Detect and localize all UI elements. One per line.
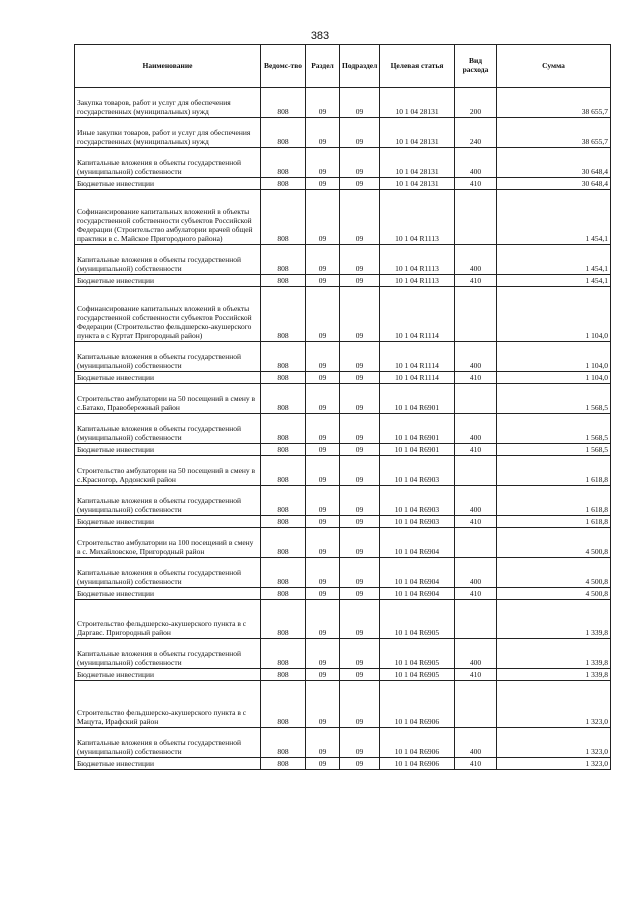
cell-section: 09 <box>306 190 340 245</box>
page-number: 383 <box>310 30 330 42</box>
cell-subsection: 09 <box>340 287 380 342</box>
table-row <box>75 728 611 758</box>
cell-subsection: 09 <box>340 118 380 148</box>
cell-expense-type: 410 <box>455 516 497 528</box>
table-row <box>75 372 611 384</box>
cell-amount: 30 648,4 <box>497 178 611 190</box>
table-row <box>75 287 611 342</box>
table-row <box>75 681 611 728</box>
cell-name: Капитальные вложения в объекты государственной (муниципальной) собственности <box>75 728 261 758</box>
cell-expense-type: 410 <box>455 275 497 287</box>
cell-ministry: 808 <box>261 600 306 639</box>
cell-section: 09 <box>306 178 340 190</box>
cell-ministry: 808 <box>261 516 306 528</box>
table-row <box>75 516 611 528</box>
cell-ministry: 808 <box>261 456 306 486</box>
table-row <box>75 588 611 600</box>
cell-target: 10 1 04 R1114 <box>380 372 455 384</box>
cell-amount: 1 618,8 <box>497 456 611 486</box>
table-row <box>75 639 611 669</box>
cell-subsection: 09 <box>340 516 380 528</box>
cell-expense-type <box>455 287 497 342</box>
cell-amount: 1 104,0 <box>497 287 611 342</box>
cell-section: 09 <box>306 456 340 486</box>
cell-name: Бюджетные инвестиции <box>75 669 261 681</box>
cell-amount: 1 339,8 <box>497 600 611 639</box>
cell-name: Капитальные вложения в объекты государственной (муниципальной) собственности <box>75 148 261 178</box>
cell-section: 09 <box>306 516 340 528</box>
cell-target: 10 1 04 R1113 <box>380 275 455 287</box>
cell-subsection: 09 <box>340 414 380 444</box>
cell-name: Строительство амбулатории на 50 посещений в смену в с.Красногор, Ардонский район <box>75 456 261 486</box>
cell-subsection: 09 <box>340 342 380 372</box>
header-name: Наименование <box>75 45 261 88</box>
cell-ministry: 808 <box>261 528 306 558</box>
cell-expense-type <box>455 600 497 639</box>
cell-expense-type <box>455 190 497 245</box>
cell-expense-type: 400 <box>455 342 497 372</box>
header-section: Раздел <box>306 45 340 88</box>
cell-section: 09 <box>306 148 340 178</box>
cell-target: 10 1 04 R1114 <box>380 342 455 372</box>
cell-subsection: 09 <box>340 639 380 669</box>
cell-name: Капитальные вложения в объекты государственной (муниципальной) собственности <box>75 245 261 275</box>
cell-subsection: 09 <box>340 444 380 456</box>
cell-target: 10 1 04 28131 <box>380 88 455 118</box>
cell-ministry: 808 <box>261 342 306 372</box>
cell-target: 10 1 04 R6901 <box>380 414 455 444</box>
cell-amount: 38 655,7 <box>497 88 611 118</box>
cell-subsection: 09 <box>340 588 380 600</box>
cell-amount: 1 454,1 <box>497 190 611 245</box>
cell-ministry: 808 <box>261 287 306 342</box>
cell-name: Строительство фельдшерско-акушерского пункта в с Даргавс. Пригородный район <box>75 600 261 639</box>
cell-expense-type: 400 <box>455 728 497 758</box>
cell-name: Капитальные вложения в объекты государственной (муниципальной) собственности <box>75 486 261 516</box>
table-row <box>75 486 611 516</box>
table-row <box>75 190 611 245</box>
cell-amount: 1 323,0 <box>497 681 611 728</box>
cell-target: 10 1 04 R1114 <box>380 287 455 342</box>
cell-amount: 4 500,8 <box>497 588 611 600</box>
cell-section: 09 <box>306 486 340 516</box>
cell-section: 09 <box>306 88 340 118</box>
table-row <box>75 600 611 639</box>
cell-target: 10 1 04 R1113 <box>380 190 455 245</box>
cell-section: 09 <box>306 414 340 444</box>
cell-ministry: 808 <box>261 681 306 728</box>
table-header-row <box>75 45 611 88</box>
cell-subsection: 09 <box>340 178 380 190</box>
cell-name: Строительство амбулатории на 50 посещений в смену в с.Батако, Правобережный район <box>75 384 261 414</box>
cell-section: 09 <box>306 669 340 681</box>
cell-subsection: 09 <box>340 600 380 639</box>
cell-expense-type: 240 <box>455 118 497 148</box>
cell-amount: 1 104,0 <box>497 372 611 384</box>
cell-subsection: 09 <box>340 88 380 118</box>
cell-ministry: 808 <box>261 414 306 444</box>
cell-section: 09 <box>306 245 340 275</box>
cell-target: 10 1 04 28131 <box>380 178 455 190</box>
cell-target: 10 1 04 28131 <box>380 118 455 148</box>
cell-section: 09 <box>306 287 340 342</box>
cell-name: Софинансирование капитальных вложений в объекты государственной собственности субъектов Российской Федерации (Строительство фельдшерско-акушерского пункта в с Куртат Пригородный район) <box>75 287 261 342</box>
cell-ministry: 808 <box>261 118 306 148</box>
table-row <box>75 528 611 558</box>
table-row <box>75 118 611 148</box>
cell-name: Бюджетные инвестиции <box>75 372 261 384</box>
table-row <box>75 758 611 770</box>
cell-name: Бюджетные инвестиции <box>75 275 261 287</box>
cell-section: 09 <box>306 118 340 148</box>
cell-name: Строительство фельдшерско-акушерского пункта в с Мацута, Ирафский район <box>75 681 261 728</box>
cell-name: Бюджетные инвестиции <box>75 516 261 528</box>
table-row <box>75 245 611 275</box>
cell-amount: 1 568,5 <box>497 384 611 414</box>
cell-subsection: 09 <box>340 681 380 728</box>
cell-section: 09 <box>306 444 340 456</box>
cell-expense-type: 400 <box>455 639 497 669</box>
cell-name: Закупка товаров, работ и услуг для обеспечения государственных (муниципальных) нужд <box>75 88 261 118</box>
cell-name: Бюджетные инвестиции <box>75 444 261 456</box>
header-ministry: Ведомс-тво <box>261 45 306 88</box>
cell-expense-type: 410 <box>455 372 497 384</box>
table-row <box>75 384 611 414</box>
cell-target: 10 1 04 R6903 <box>380 486 455 516</box>
cell-subsection: 09 <box>340 728 380 758</box>
cell-target: 10 1 04 R6906 <box>380 681 455 728</box>
cell-amount: 1 323,0 <box>497 728 611 758</box>
cell-section: 09 <box>306 588 340 600</box>
cell-amount: 1 568,5 <box>497 414 611 444</box>
cell-amount: 1 323,0 <box>497 758 611 770</box>
cell-ministry: 808 <box>261 245 306 275</box>
cell-amount: 4 500,8 <box>497 558 611 588</box>
cell-name: Иные закупки товаров, работ и услуг для обеспечения государственных (муниципальных) нужд <box>75 118 261 148</box>
cell-subsection: 09 <box>340 245 380 275</box>
budget-table <box>74 44 611 770</box>
table-row <box>75 342 611 372</box>
cell-expense-type <box>455 384 497 414</box>
header-subsection: Подраздел <box>340 45 380 88</box>
cell-ministry: 808 <box>261 88 306 118</box>
cell-expense-type: 400 <box>455 558 497 588</box>
cell-name: Капитальные вложения в объекты государственной (муниципальной) собственности <box>75 558 261 588</box>
cell-ministry: 808 <box>261 372 306 384</box>
cell-subsection: 09 <box>340 148 380 178</box>
cell-amount: 1 618,8 <box>497 486 611 516</box>
cell-name: Бюджетные инвестиции <box>75 178 261 190</box>
cell-ministry: 808 <box>261 486 306 516</box>
cell-ministry: 808 <box>261 588 306 600</box>
cell-expense-type: 410 <box>455 588 497 600</box>
cell-name: Бюджетные инвестиции <box>75 588 261 600</box>
cell-target: 10 1 04 R6905 <box>380 669 455 681</box>
cell-ministry: 808 <box>261 669 306 681</box>
cell-subsection: 09 <box>340 190 380 245</box>
table-row <box>75 178 611 190</box>
cell-ministry: 808 <box>261 728 306 758</box>
cell-amount: 1 454,1 <box>497 275 611 287</box>
cell-expense-type: 410 <box>455 758 497 770</box>
table-row <box>75 88 611 118</box>
cell-ministry: 808 <box>261 444 306 456</box>
cell-amount: 1 339,8 <box>497 639 611 669</box>
cell-subsection: 09 <box>340 558 380 588</box>
table-row <box>75 444 611 456</box>
cell-target: 10 1 04 R1113 <box>380 245 455 275</box>
header-amount: Сумма <box>497 45 611 88</box>
cell-section: 09 <box>306 558 340 588</box>
cell-target: 10 1 04 R6904 <box>380 588 455 600</box>
cell-section: 09 <box>306 681 340 728</box>
cell-target: 10 1 04 R6903 <box>380 456 455 486</box>
table-row <box>75 456 611 486</box>
cell-expense-type: 410 <box>455 444 497 456</box>
cell-expense-type: 410 <box>455 178 497 190</box>
cell-expense-type: 400 <box>455 486 497 516</box>
cell-section: 09 <box>306 528 340 558</box>
table-row <box>75 275 611 287</box>
cell-section: 09 <box>306 342 340 372</box>
cell-target: 10 1 04 R6904 <box>380 558 455 588</box>
cell-section: 09 <box>306 728 340 758</box>
cell-section: 09 <box>306 275 340 287</box>
cell-amount: 1 454,1 <box>497 245 611 275</box>
cell-subsection: 09 <box>340 486 380 516</box>
cell-name: Бюджетные инвестиции <box>75 758 261 770</box>
cell-ministry: 808 <box>261 384 306 414</box>
cell-ministry: 808 <box>261 148 306 178</box>
cell-expense-type: 400 <box>455 148 497 178</box>
cell-ministry: 808 <box>261 190 306 245</box>
cell-section: 09 <box>306 600 340 639</box>
cell-target: 10 1 04 28131 <box>380 148 455 178</box>
cell-subsection: 09 <box>340 275 380 287</box>
cell-target: 10 1 04 R6901 <box>380 444 455 456</box>
table-row <box>75 414 611 444</box>
cell-amount: 1 568,5 <box>497 444 611 456</box>
cell-amount: 1 618,8 <box>497 516 611 528</box>
cell-expense-type: 400 <box>455 414 497 444</box>
cell-expense-type <box>455 528 497 558</box>
cell-section: 09 <box>306 758 340 770</box>
cell-target: 10 1 04 R6906 <box>380 728 455 758</box>
cell-subsection: 09 <box>340 456 380 486</box>
cell-target: 10 1 04 R6901 <box>380 384 455 414</box>
cell-section: 09 <box>306 639 340 669</box>
cell-expense-type: 400 <box>455 245 497 275</box>
cell-expense-type: 200 <box>455 88 497 118</box>
cell-ministry: 808 <box>261 758 306 770</box>
cell-name: Строительство амбулатории на 100 посещений в смену в с. Михайловское, Пригородный район <box>75 528 261 558</box>
cell-target: 10 1 04 R6903 <box>380 516 455 528</box>
cell-target: 10 1 04 R6906 <box>380 758 455 770</box>
cell-name: Капитальные вложения в объекты государственной (муниципальной) собственности <box>75 342 261 372</box>
cell-name: Софинансирование капитальных вложений в объекты государственной собственности субъектов Российской Федерации (Строительство амбулатории врачей общей практики в с. Майское Пригородного района) <box>75 190 261 245</box>
header-target: Целевая статья <box>380 45 455 88</box>
cell-ministry: 808 <box>261 558 306 588</box>
cell-amount: 1 339,8 <box>497 669 611 681</box>
cell-name: Капитальные вложения в объекты государственной (муниципальной) собственности <box>75 639 261 669</box>
header-expense-type: Вид расхода <box>455 45 497 88</box>
cell-target: 10 1 04 R6905 <box>380 600 455 639</box>
cell-target: 10 1 04 R6905 <box>380 639 455 669</box>
cell-amount: 1 104,0 <box>497 342 611 372</box>
cell-section: 09 <box>306 384 340 414</box>
cell-expense-type <box>455 681 497 728</box>
cell-target: 10 1 04 R6904 <box>380 528 455 558</box>
cell-ministry: 808 <box>261 275 306 287</box>
table-row <box>75 669 611 681</box>
cell-amount: 38 655,7 <box>497 118 611 148</box>
cell-subsection: 09 <box>340 669 380 681</box>
cell-section: 09 <box>306 372 340 384</box>
cell-amount: 4 500,8 <box>497 528 611 558</box>
cell-name: Капитальные вложения в объекты государственной (муниципальной) собственности <box>75 414 261 444</box>
cell-expense-type <box>455 456 497 486</box>
cell-subsection: 09 <box>340 372 380 384</box>
table-row <box>75 148 611 178</box>
cell-subsection: 09 <box>340 384 380 414</box>
cell-ministry: 808 <box>261 639 306 669</box>
cell-subsection: 09 <box>340 528 380 558</box>
table-row <box>75 558 611 588</box>
cell-ministry: 808 <box>261 178 306 190</box>
cell-expense-type: 410 <box>455 669 497 681</box>
cell-amount: 30 648,4 <box>497 148 611 178</box>
cell-subsection: 09 <box>340 758 380 770</box>
